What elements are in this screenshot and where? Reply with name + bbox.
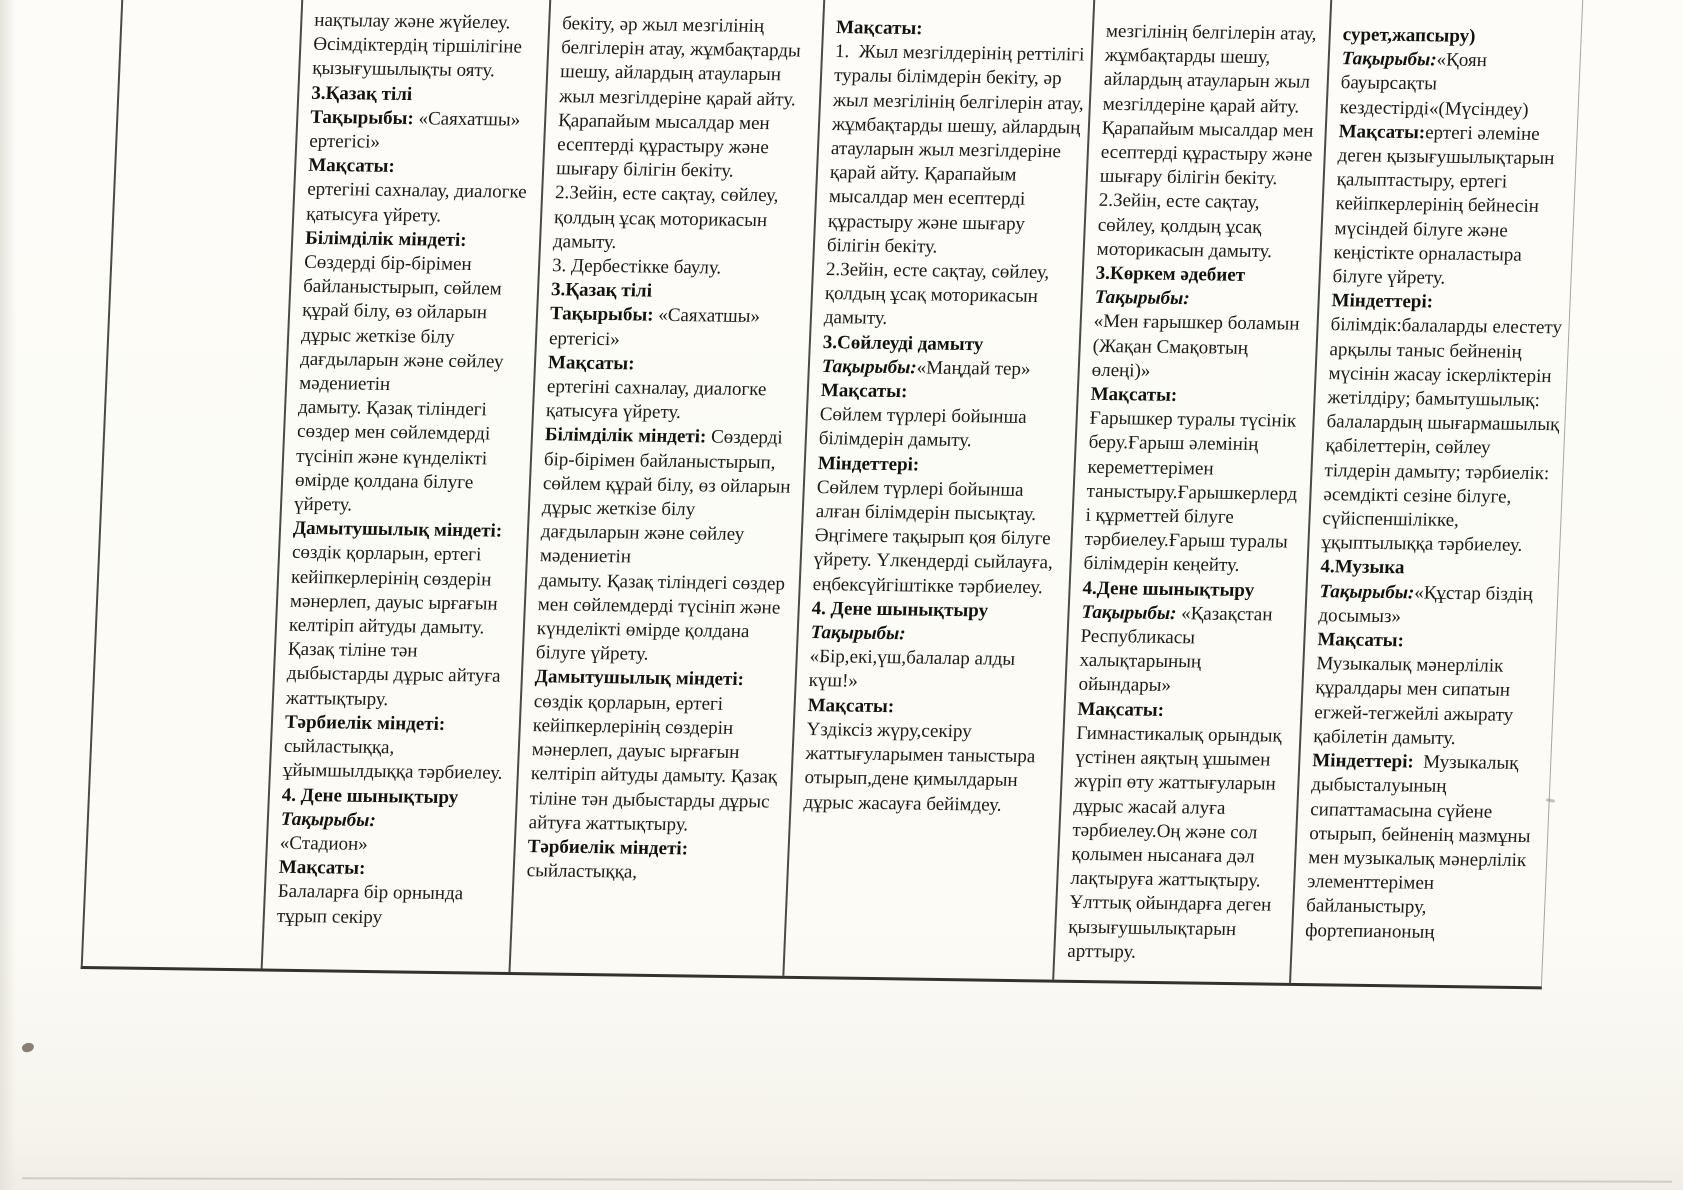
heading-run: Мақсаты: <box>835 16 924 40</box>
heading-run: 3.Сөйлеуді дамыту <box>822 331 984 355</box>
cell-paragraph <box>526 859 782 887</box>
heading-run: Тақырыбы: <box>309 106 420 130</box>
heading-run: Мақсаты: <box>1090 383 1178 407</box>
cell-paragraph <box>539 424 800 573</box>
cell-paragraph <box>810 621 1062 649</box>
cell-paragraph <box>812 476 1068 601</box>
cell-paragraph <box>284 711 514 738</box>
cell-paragraph <box>1078 601 1300 701</box>
cell-paragraph <box>556 12 818 185</box>
text-run: 2.Зейін, есте сақтау, сөйлеу, қолдың ұсақ моторикасын дамыту. <box>823 259 1055 330</box>
text-run: Үздіксіз жүру,секіру жаттығуларымен таныстыра отырып,дене қимылдарын дұрыс жасауға бейімдеу. <box>803 718 1041 816</box>
heading-run: Дамытушылық міндеті: <box>292 517 503 542</box>
text-run: ертегіні сахналау, диалогке қатысуға үйрету. <box>545 376 772 424</box>
heading-run: Мақсаты: <box>1338 120 1426 144</box>
table-column-4 <box>1054 0 1333 983</box>
cell-paragraph <box>823 258 1077 334</box>
text-run: Сөздерді бір-бірімен байланыстырып, сөйлем құрай білу, өз ойларын дұрыс жеткізе білу дағдыларын және сөйлеу мәдениетін <box>298 251 509 396</box>
text-run: Ғарышкер туралы түсінік беру.Ғарыш әлемінің кереметтерімен таныстыру.Ғарышкерлерд і құрметтей білуге тәрбиелеу.Ғарыш туралы білімдерін кеңейту. <box>1083 408 1303 577</box>
heading-run: Тәрбиелік міндеті: <box>527 836 689 860</box>
heading-run: 4. Дене шынықтыру <box>281 784 459 808</box>
heading-run: Тақырыбы: <box>1341 48 1438 71</box>
cell-paragraph <box>1067 722 1295 967</box>
heading-run: 4.Музыка <box>1320 556 1405 579</box>
text-run: «Құстар біздің досымыз» <box>1318 582 1538 628</box>
heading-run: Дамытушылық міндеті: <box>534 666 745 691</box>
heading-run: Міндеттері: <box>1311 750 1424 773</box>
cell-paragraph <box>807 694 1059 722</box>
cell-paragraph <box>1082 576 1301 603</box>
table-column-3 <box>784 0 1096 980</box>
text-run: Сөйлем түрлері бойынша алған білімдерін пысықтау. Әңгімеге тақырып қоя білуге үйрету. Үлкендерді сыйлауға, еңбексүйгіштікке тәрбиелеу. <box>812 476 1058 598</box>
heading-run: Тақырыбы: <box>810 622 907 645</box>
cell-paragraph <box>311 81 541 108</box>
heading-run: Мақсаты: <box>807 694 895 717</box>
heading-run: Білімділік міндеті: <box>544 424 712 448</box>
heading-run: сурет,жапсыру) <box>1342 24 1476 47</box>
cell-paragraph <box>534 666 790 694</box>
cell-paragraph <box>1317 628 1551 655</box>
cell-paragraph <box>803 718 1058 818</box>
cell-paragraph <box>279 832 509 859</box>
heading-run: Мақсаты: <box>278 856 366 880</box>
text-run: «Бір,екі,үш,балалар алды күш!» <box>808 646 1021 693</box>
text-run: нақтылау және жүйелеу. Өсімдіктердің тіршілігіне қызығушылықты ояту. <box>311 9 528 82</box>
text-run: дамыту. Қазақ тіліндегі сөздер мен сөйлемдерді түсініп және күнделікті өмірде қолдана білуге үйрету. <box>293 396 496 516</box>
heading-run: Мақсаты: <box>1316 629 1405 652</box>
cell-paragraph <box>309 106 540 158</box>
text-run: сыйластыққа, ұйымшылдыққа тәрбиелеу. <box>282 735 503 785</box>
heading-run: Тақырыбы: <box>1094 287 1191 310</box>
cell-paragraph <box>820 379 1072 407</box>
text-run: 2.Зейін, есте сақтау, сөйлеу, қолдың ұсақ моторикасын дамыту. <box>552 182 784 253</box>
heading-run: 4. Дене шынықтыру <box>811 597 989 622</box>
text-run: бекіту, әр жыл мезгілінің белгілерін атау, жұмбақтарды шешу, айлардың атауларын жыл мезгілдеріне қарай айту. Қарапайым мысалдар мен есептерді құрастыру және шығару білігін бекіту. <box>555 13 806 182</box>
cell-paragraph <box>808 645 1061 697</box>
heading-run: Тақырыбы: <box>280 808 377 831</box>
heading-run: Білімділік міндеті: <box>304 227 468 251</box>
table-column-2 <box>511 0 827 976</box>
scan-ink-speck <box>21 1041 35 1054</box>
cell-paragraph <box>299 251 534 399</box>
text-run: ертегі әлеміне деген қызығушылықтарын қалыптастыру, ертегі кейіпкерлерінің бейнесін мүсіндей білуге және кеңістікте орналастыра білуге үйрету. <box>1332 122 1560 289</box>
text-run: дамыту. Қазақ тіліндегі сөздер мен сөйлемдерді түсініп және күнделікті өмірде қолдана білуге үйрету. <box>535 569 791 666</box>
text-run: сөздік қорларын, ертегі кейіпкерлерінің сөздерін мәнерлеп, дауыс ырғағын келтіріп айтуды дамыту. Қазақ тіліне тән дыбыстарды дұрыс айтуға жаттықтыру. <box>528 690 783 836</box>
cell-paragraph <box>1318 580 1553 632</box>
text-run: «Стадион» <box>279 832 369 855</box>
cell-paragraph <box>528 690 789 839</box>
cell-paragraph <box>276 880 507 932</box>
text-run: сыйластыққа, <box>526 860 638 883</box>
cell-paragraph <box>548 351 804 379</box>
heading-run: 3.Қазақ тілі <box>550 279 653 302</box>
cell-paragraph <box>535 569 794 669</box>
text-run: «Саяхатшы» ертегісі» <box>548 305 766 350</box>
cell-paragraph <box>817 452 1069 480</box>
cell-paragraph <box>1099 20 1324 192</box>
text-run: мезгілінің белгілерін атау, жұмбақтарды шешу, айлардың атауларын жыл мезгілдеріне қарай айту. Қарапайым мысалдар мен есептерді құрастыру және шығару білігін бекіту. <box>1099 20 1322 190</box>
text-run: «Қазақстан Республикасы халықтарының ойындары» <box>1078 603 1278 697</box>
text-run: «Мен ғарышкер боламын (Жақан Смақовтың өлеңі)» <box>1091 311 1305 382</box>
table-column-5 <box>1291 0 1584 986</box>
heading-run: 3.Қазақ тілі <box>310 82 413 105</box>
cell-paragraph <box>305 227 535 254</box>
heading-run: Міндеттері: <box>1331 290 1434 313</box>
cell-paragraph <box>821 355 1073 383</box>
text-run: «Маңдай тер» <box>916 357 1031 380</box>
cell-paragraph <box>312 9 544 85</box>
lesson-plan-table <box>81 0 1585 989</box>
heading-run: Мақсаты: <box>547 352 635 375</box>
text-run: Балаларға бір орнында тұрып секіру <box>276 881 469 928</box>
table-column-1 <box>263 0 553 972</box>
text-run: ертегіні сахналау, диалогке қатысуға үйрету. <box>305 179 532 227</box>
cell-paragraph <box>1331 289 1565 316</box>
cell-paragraph <box>551 278 807 306</box>
cell-paragraph <box>1342 23 1576 50</box>
cell-paragraph <box>1083 407 1308 579</box>
cell-paragraph <box>285 541 521 714</box>
text-run: 3. Дербестікке баулу. <box>551 255 722 279</box>
heading-run: Тақырыбы: <box>549 303 659 327</box>
cell-paragraph <box>281 783 511 810</box>
text-run: сөздік қорларын, ертегі кейіпкерлерінің сөздерін мәнерлеп, дауыс ырғағын келтіріп айтуды дамыту. Қазақ тіліне тән дыбыстарды дұрыс айтуға жаттықтыру. <box>285 542 506 710</box>
heading-run: Тақырыбы: <box>1319 580 1415 604</box>
cell-paragraph <box>549 303 806 355</box>
cell-paragraph <box>545 375 802 427</box>
cell-paragraph <box>836 16 1088 44</box>
text-run: Музыкалық дыбысталуының сипаттамасына сүйене отырып, бейненің мазмұны мен музыкалық мәнерлілік элементтерімен байланыстыру, фортепианоның <box>1304 751 1536 943</box>
text-run: Музыкалық мәнерлілік құралдары мен сипатын егжей-тегжейлі ажырату қабілетін дамыту. <box>1312 653 1519 749</box>
cell-paragraph <box>280 807 510 834</box>
cell-paragraph <box>1095 262 1314 289</box>
cell-paragraph <box>553 182 811 258</box>
cell-paragraph <box>1077 697 1296 724</box>
table-row <box>83 0 1584 986</box>
scan-page-edge-line <box>22 1177 1672 1182</box>
cell-paragraph <box>1313 652 1550 752</box>
cell-paragraph <box>822 331 1074 359</box>
cell-paragraph <box>818 403 1071 455</box>
cell-paragraph <box>294 396 528 520</box>
cell-paragraph <box>1339 47 1575 123</box>
text-run: Сөйлем түрлері бойынша білімдерін дамыту. <box>818 404 1032 452</box>
heading-run: Мақсаты: <box>307 154 396 178</box>
text-run: Гимнастикалық орындық үстінен аяқтың ұшымен жүріп өту жаттығуларын дұрыс жасай алуға тәрбиелеу.Оң және сол қолымен нысанаға дәл лақтыруға жаттықтыру. Ұлттық ойындарға деген қызығушылықтарын арттыру. <box>1066 722 1287 963</box>
text-run: 2.Зейін, есте сақтау, сөйлеу, қолдың ұсақ моторикасын дамыту. <box>1096 190 1273 263</box>
heading-run: Тақырыбы: <box>1081 601 1182 625</box>
cell-paragraph <box>1094 286 1313 313</box>
text-run: білімдік:балаларды елестету арқылы таныс бейненің мүсінін жасау іскерліктерін жетілдіру; бамытушылық: балалардың шығармашылық қабілеттерін, сөйлеу тілдерін дамыту; тәрбиелік: әсемдікті сезіне білуге, сүйіспеншілікке, ұқыптылыққа тәрбиелеу. <box>1321 314 1568 557</box>
cell-paragraph <box>308 154 538 181</box>
cell-paragraph <box>811 597 1063 625</box>
cell-paragraph <box>1321 314 1568 559</box>
heading-run: Мақсаты: <box>820 380 908 403</box>
cell-paragraph <box>1091 310 1312 386</box>
heading-run: Міндеттері: <box>817 452 920 476</box>
cell-paragraph <box>1090 383 1309 410</box>
cell-paragraph <box>293 517 523 544</box>
cell-paragraph <box>1320 556 1554 583</box>
cell-paragraph <box>278 856 508 883</box>
cell-paragraph <box>1096 189 1317 265</box>
heading-run: 4.Дене шынықтыру <box>1082 577 1255 601</box>
text-run: Сөздерді бір-бірімен байланыстырып, сөйлем құрай білу, өз ойларын дұрыс жеткізе білу дағдыларын және сөйлеу мәдениетін <box>539 426 796 568</box>
cell-paragraph <box>1305 749 1546 946</box>
heading-run: 3.Көркем әдебиет <box>1095 262 1246 286</box>
cell-paragraph <box>306 178 537 230</box>
cell-paragraph <box>527 835 783 863</box>
cell-paragraph <box>826 40 1090 261</box>
cell-paragraph <box>552 254 808 282</box>
text-run: 1. Жыл мезгілдерінің реттілігі туралы білімдерін бекіту, әр жыл мезгілінің белгілерін атау, жұмбақтарды шешу, айлардың атауларын жыл мезгілдеріне қарай айту. Қарапайым мысалдар мен есептерді құрастыру және шығару білігін бекіту. <box>826 41 1090 258</box>
cell-paragraph <box>1332 120 1572 293</box>
heading-run: Тақырыбы: <box>821 355 918 379</box>
heading-run: Тәрбиелік міндеті: <box>284 711 446 735</box>
heading-run: Мақсаты: <box>1077 698 1165 721</box>
cell-paragraph <box>282 735 513 787</box>
text-run: «Саяхатшы» ертегісі» <box>308 108 526 153</box>
text-run: «Қоян бауырсақты кездестірді«(Мүсіндеу) <box>1339 49 1530 121</box>
